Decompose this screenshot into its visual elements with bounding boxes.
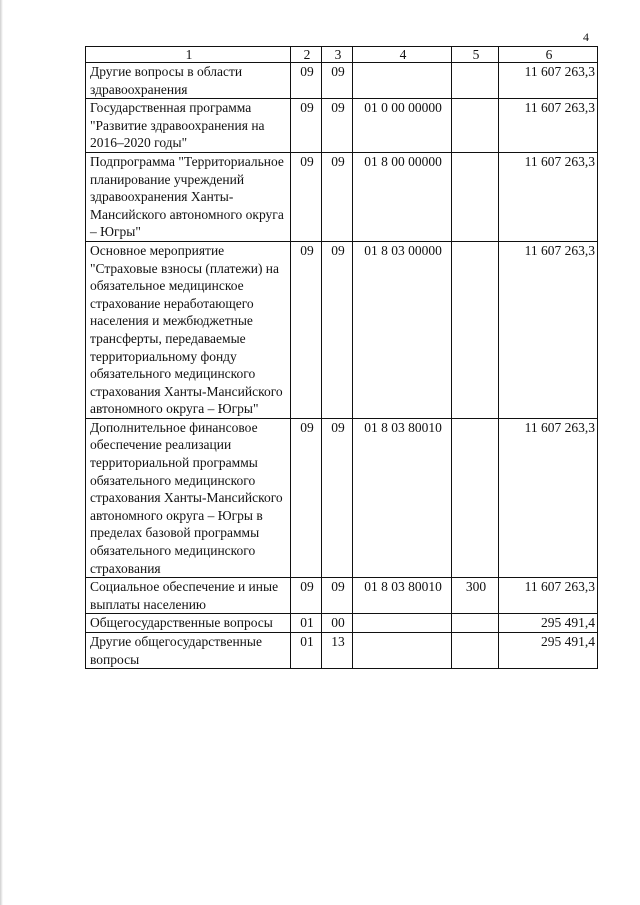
row-vr <box>452 241 499 418</box>
row-name: Другие вопросы в области здравоохранения <box>86 63 291 99</box>
table-row <box>86 614 598 633</box>
row-pr: 09 <box>322 63 353 99</box>
row-amount: 11 607 263,3 <box>499 578 598 614</box>
row-amount: 11 607 263,3 <box>499 152 598 241</box>
table-row <box>86 633 598 669</box>
page-number: 4 <box>583 30 589 44</box>
table-row <box>86 578 598 614</box>
row-rz: 09 <box>291 241 322 418</box>
row-csr: 01 8 03 80010 <box>353 578 452 614</box>
header-col-2: 2 <box>291 47 322 63</box>
header-col-3: 3 <box>322 47 353 63</box>
table-row <box>86 241 598 418</box>
row-amount: 11 607 263,3 <box>499 418 598 577</box>
table-row <box>86 99 598 153</box>
row-name: Социальное обеспечение и иные выплаты населению <box>86 578 291 614</box>
row-amount: 11 607 263,3 <box>499 99 598 153</box>
row-name: Дополнительное финансовое обеспечение реализации территориальной программы обязательного медицинского страхования Ханты-Мансийского автономного округа – Югры в пределах базовой программы обязательного медицинского страхования <box>86 418 291 577</box>
row-vr <box>452 633 499 669</box>
row-rz: 01 <box>291 633 322 669</box>
row-csr: 01 8 00 00000 <box>353 152 452 241</box>
row-pr: 13 <box>322 633 353 669</box>
table-row <box>86 152 598 241</box>
header-col-5: 5 <box>452 47 499 63</box>
row-name: Государственная программа "Развитие здравоохранения на 2016–2020 годы" <box>86 99 291 153</box>
row-amount: 295 491,4 <box>499 633 598 669</box>
row-pr: 09 <box>322 99 353 153</box>
row-csr <box>353 633 452 669</box>
row-amount: 295 491,4 <box>499 614 598 633</box>
row-rz: 09 <box>291 418 322 577</box>
row-csr: 01 8 03 00000 <box>353 241 452 418</box>
table-row <box>86 418 598 577</box>
row-name: Общегосударственные вопросы <box>86 614 291 633</box>
header-col-4: 4 <box>353 47 452 63</box>
row-rz: 09 <box>291 99 322 153</box>
row-vr <box>452 63 499 99</box>
row-pr: 09 <box>322 241 353 418</box>
header-col-6: 6 <box>499 47 598 63</box>
scan-edge <box>0 0 3 905</box>
header-col-1: 1 <box>86 47 291 63</box>
row-csr <box>353 614 452 633</box>
row-pr: 09 <box>322 152 353 241</box>
row-pr: 00 <box>322 614 353 633</box>
row-vr <box>452 614 499 633</box>
budget-table <box>85 46 598 669</box>
row-name: Подпрограмма "Территориальное планирование учреждений здравоохранения Ханты-Мансийского автономного округа – Югры" <box>86 152 291 241</box>
row-vr: 300 <box>452 578 499 614</box>
row-vr <box>452 99 499 153</box>
row-csr: 01 0 00 00000 <box>353 99 452 153</box>
row-rz: 09 <box>291 63 322 99</box>
row-rz: 09 <box>291 152 322 241</box>
row-rz: 09 <box>291 578 322 614</box>
row-amount: 11 607 263,3 <box>499 241 598 418</box>
row-csr <box>353 63 452 99</box>
row-amount: 11 607 263,3 <box>499 63 598 99</box>
row-name: Другие общегосударственные вопросы <box>86 633 291 669</box>
row-pr: 09 <box>322 418 353 577</box>
table-row <box>86 63 598 99</box>
row-csr: 01 8 03 80010 <box>353 418 452 577</box>
row-vr <box>452 152 499 241</box>
row-rz: 01 <box>291 614 322 633</box>
row-pr: 09 <box>322 578 353 614</box>
header-row <box>86 47 598 63</box>
row-name: Основное мероприятие "Страховые взносы (платежи) на обязательное медицинское страхование неработающего населения и межбюджетные трансферты, передаваемые территориальному фонду обязательного медицинского страхования Ханты-Мансийского автономного округа – Югры" <box>86 241 291 418</box>
row-vr <box>452 418 499 577</box>
